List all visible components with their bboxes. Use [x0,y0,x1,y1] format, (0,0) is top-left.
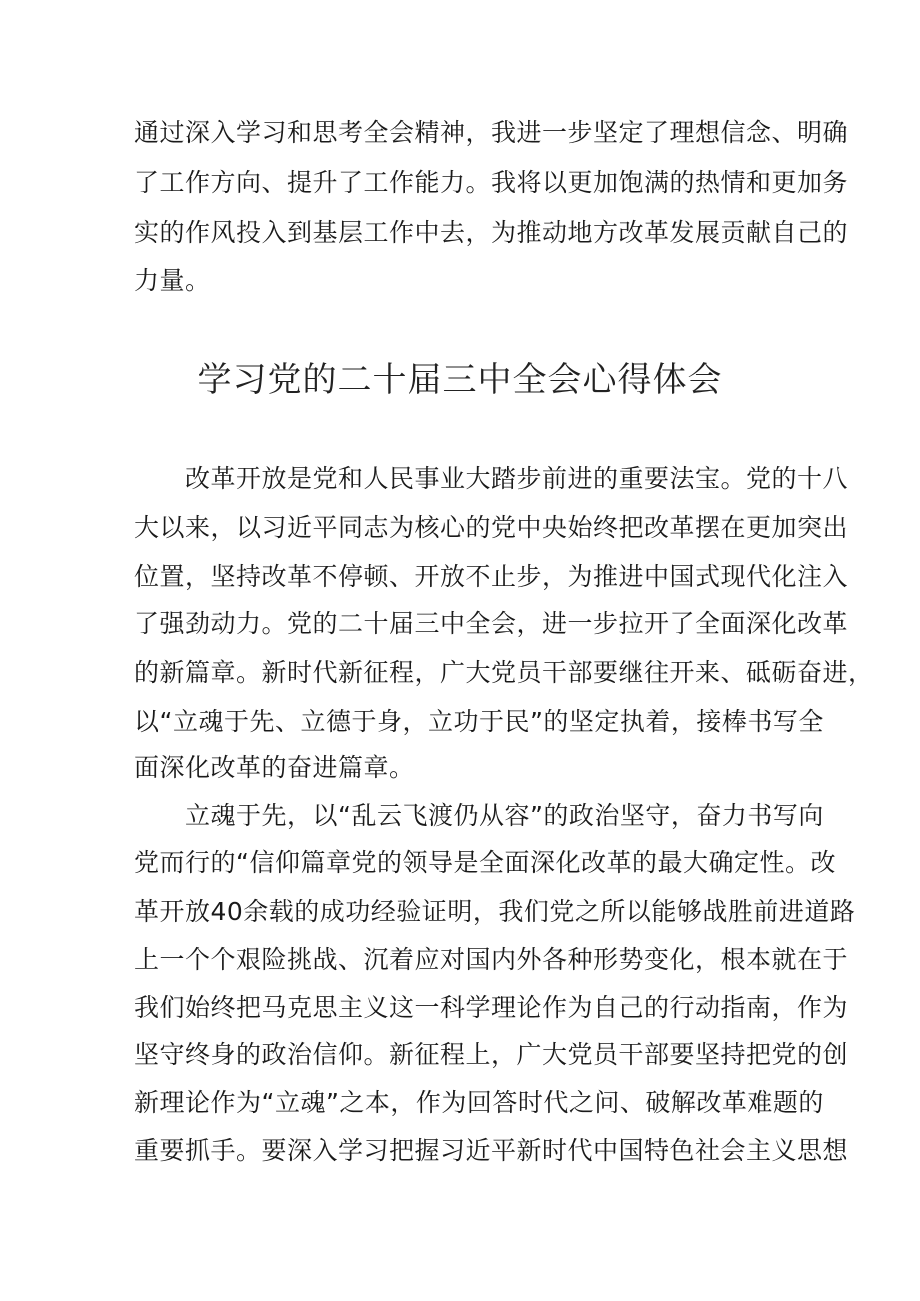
paragraph-1-line: 以“立魂于先、立德于身，立功于民”的坚定执着，接棒书写全 [134,707,824,736]
paragraph-1-line: 了强劲动力。党的二十届三中全会，进一步拉开了全面深化改革 [134,609,849,638]
paragraph-2-line: 我们始终把马克思主义这一科学理论作为自己的行动指南，作为 [134,993,849,1022]
paragraph-2-line: 党而行的“信仰篇章党的领导是全面深化改革的最大确定性。改 [134,848,836,877]
paragraph-2-line: 重要抓手。要深入学习把握习近平新时代中国特色社会主义思想 [134,1136,849,1165]
paragraph-2-line: 上一个个艰险挑战、沉着应对国内外各种形势变化，根本就在于 [134,945,849,974]
paragraph-2-line: 新理论作为“立魂”之本，作为回答时代之问、破解改革难题的 [134,1088,824,1117]
intro-line: 实的作风投入到基层工作中去，为推动地方改革发展贡献自己的 [134,218,849,247]
intro-line: 力量。 [134,266,211,295]
paragraph-2-line: 坚守终身的政治信仰。新征程上，广大党员干部要坚持把党的创 [134,1040,849,1069]
paragraph-1-line: 位置，坚持改革不停顿、开放不止步，为推进中国式现代化注入 [134,562,849,591]
paragraph-2-line: 立魂于先，以“乱云飞渡仍从容”的政治坚守，奋力书写向 [134,801,824,830]
paragraph-2-line: 革开放40余载的成功经验证明，我们党之所以能够战胜前进道路 [134,897,856,926]
intro-line: 了工作方向、提升了工作能力。我将以更加饱满的热情和更加务 [134,168,849,197]
paragraph-1-line: 大以来，以习近平同志为核心的党中央始终把改革摆在更加突出 [134,513,849,542]
intro-line: 通过深入学习和思考全会精神，我进一步坚定了理想信念、明确 [134,118,849,147]
paragraph-1-line: 的新篇章。新时代新征程，广大党员干部要继往开来、砥砺奋进， [134,658,874,687]
article-title: 学习党的二十届三中全会心得体会 [197,360,723,400]
paragraph-1-line: 面深化改革的奋进篇章。 [134,753,415,782]
paragraph-1-line: 改革开放是党和人民事业大踏步前进的重要法宝。党的十八 [134,464,849,493]
